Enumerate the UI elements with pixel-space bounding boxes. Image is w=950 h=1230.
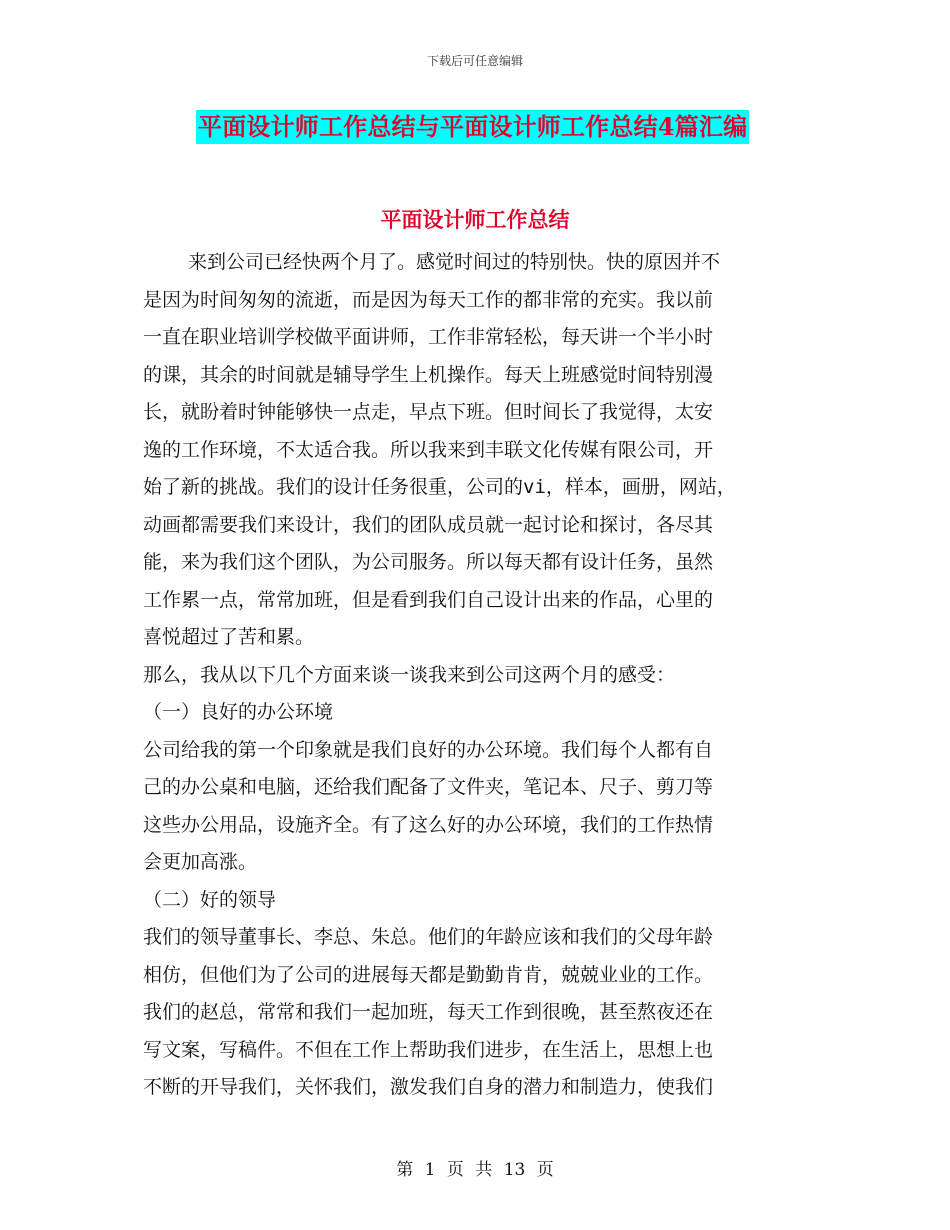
paragraph-line: 逸的工作环境，不太适合我。所以我来到丰联文化传媒有限公司，开 [143,438,714,461]
section-title: 平面设计师工作总结 [380,207,570,232]
paragraph-line: 动画都需要我们来设计，我们的团队成员就一起讨论和探讨，各尽其 [143,513,714,536]
paragraph-line: 会更加高涨。 [143,851,258,873]
paragraph-line: 是因为时间匆匆的流逝，而是因为每天工作的都非常的充实。我以前 [143,288,714,311]
paragraph-line: 的课，其余的时间就是辅导学生上机操作。每天上班感觉时间特别漫 [143,363,714,386]
paragraph-line: 我们的赵总，常常和我们一起加班，每天工作到很晚，甚至熬夜还在 [143,1001,714,1023]
document-title: 平面设计师工作总结与平面设计师工作总结4篇汇编 [196,110,749,144]
paragraph-line: 这些办公用品，设施齐全。有了这么好的办公环境，我们的工作热情 [143,813,714,836]
paragraph-line: 我们的领导董事长、李总、朱总。他们的年龄应该和我们的父母年龄 [143,926,714,948]
document-body [143,244,803,1107]
page-number-footer: 第 1 页 共 13 页 [396,1160,554,1180]
paragraph-line: 一直在职业培训学校做平面讲师，工作非常轻松，每天讲一个半小时 [143,326,714,348]
paragraph-line: 长，就盼着时钟能够快一点走，早点下班。但时间长了我觉得，太安 [143,401,714,423]
paragraph-line: 写文案，写稿件。不但在工作上帮助我们进步，在生活上，思想上也 [143,1038,714,1061]
paragraph-line: 来到公司已经快两个月了。感觉时间过的特别快。快的原因并不 [188,251,721,273]
paragraph-line: 喜悦超过了苦和累。 [143,626,315,648]
paragraph-line: 不断的开导我们，关怀我们，激发我们自身的潜力和制造力，使我们 [143,1076,714,1098]
paragraph-line: 己的办公桌和电脑，还给我们配备了文件夹，笔记本、尺子、剪刀等 [143,776,714,798]
subheading-office-environment: （一）良好的办公环境 [143,701,334,723]
paragraph-line: 相仿，但他们为了公司的进展每天都是勤勤肯肯，兢兢业业的工作。 [143,963,714,986]
paragraph-line: 公司给我的第一个印象就是我们良好的办公环境。我们每个人都有自 [143,738,714,761]
paragraph-line: 始了新的挑战。我们的设计任务很重，公司的vi，样本，画册，网站， [143,476,736,498]
subheading-good-leaders: （二）好的领导 [143,888,277,911]
paragraph-line: 能，来为我们这个团队，为公司服务。所以每天都有设计任务，虽然 [143,551,714,573]
paragraph-line: 工作累一点，常常加班，但是看到我们自己设计出来的作品，心里的 [143,588,714,611]
paragraph-line: 那么，我从以下几个方面来谈一谈我来到公司这两个月的感受： [143,663,676,686]
page-header-note: 下载后可任意编辑 [426,54,523,68]
